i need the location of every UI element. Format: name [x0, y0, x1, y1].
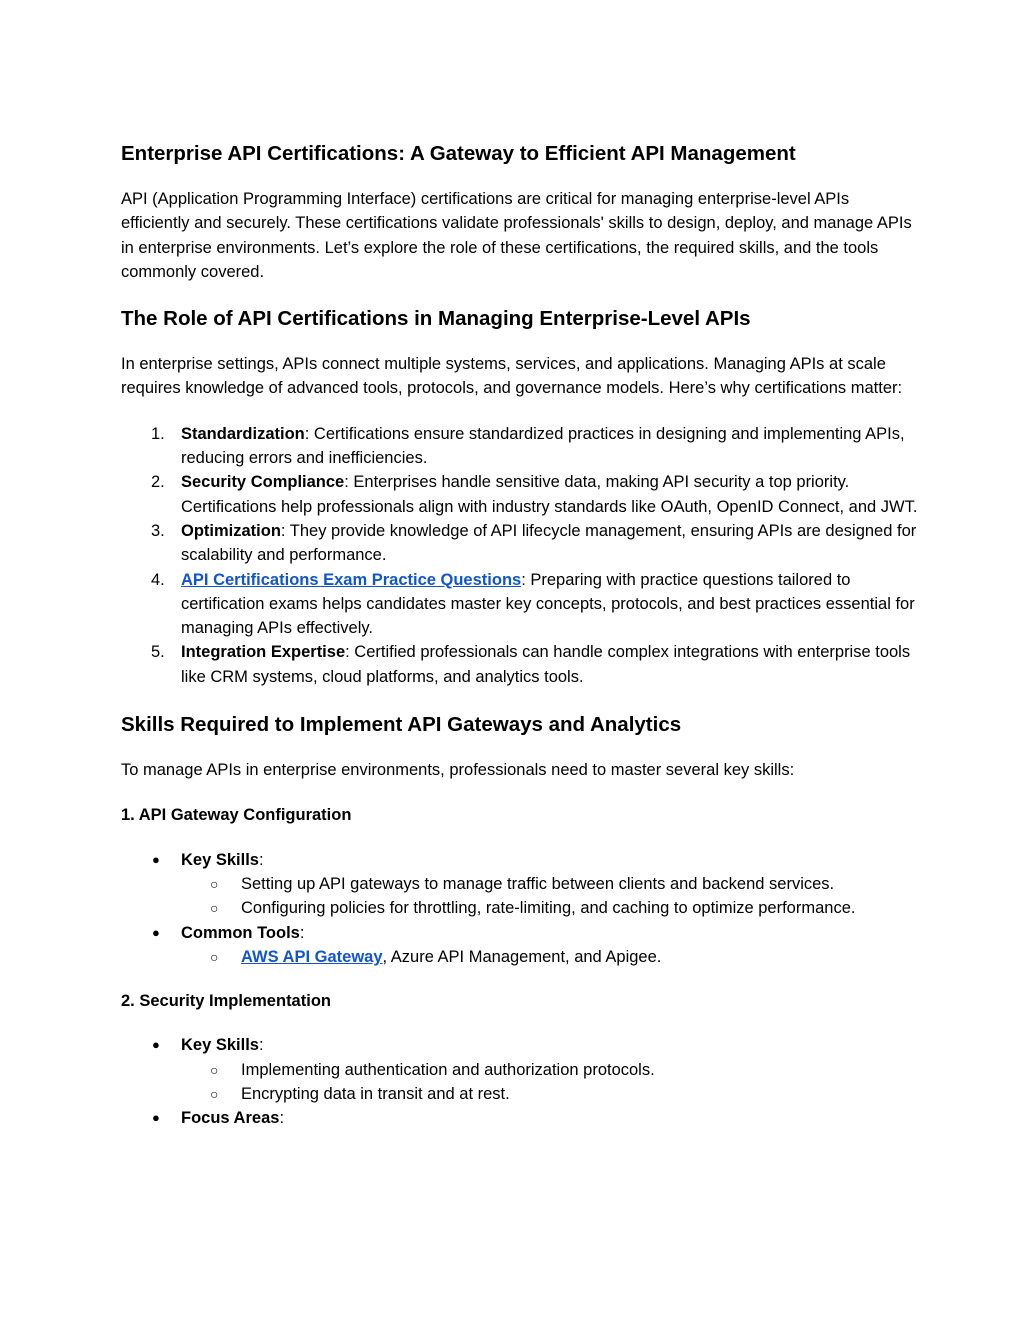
sub-bullet-icon: ○	[210, 948, 219, 965]
list-item	[121, 519, 921, 568]
sub-bullet-icon: ○	[210, 900, 219, 917]
sublist-item-text: Setting up API gateways to manage traffic between clients and backend services.	[241, 874, 835, 893]
list-item	[121, 640, 921, 689]
list-item-term: Security Compliance	[181, 473, 345, 492]
security-bullet-list	[121, 1033, 921, 1130]
list-item	[121, 422, 921, 471]
gateway-bullet-list	[121, 848, 921, 969]
role-section-paragraph: In enterprise settings, APIs connect multiple systems, services, and applications. Managing APIs at scale requires knowledge of advanced tools, protocols, and governance models. Here’s why certifications matter:	[121, 355, 903, 398]
sublist-item	[181, 872, 921, 896]
list-item-term: Optimization	[181, 521, 281, 540]
security-subheading: 2. Security Implementation	[121, 992, 331, 1011]
colon: :	[258, 850, 264, 869]
sublist-item	[181, 1082, 921, 1106]
colon: :	[258, 1036, 264, 1055]
list-number: 2.	[151, 473, 165, 492]
bullet-icon: ●	[152, 924, 160, 940]
role-list	[121, 422, 921, 689]
list-item-text: : Preparing with practice questions tailored to certification exams helps candidates master key concepts, protocols, and best practices essential for managing APIs effectively.	[181, 570, 915, 638]
list-item-text: : Certifications ensure standardized practices in designing and implementing APIs, reducing errors and inefficiencies.	[181, 424, 905, 468]
document-page	[121, 140, 921, 1151]
bullet-icon: ●	[152, 1110, 160, 1126]
sublist-item-text: , Azure API Management, and Apigee.	[382, 947, 662, 966]
sublist-item	[181, 1058, 921, 1082]
sublist-item-text: Encrypting data in transit and at rest.	[241, 1085, 510, 1104]
list-item-term: Standardization	[181, 424, 305, 443]
list-number: 4.	[151, 570, 165, 589]
intro-paragraph: API (Application Programming Interface) certifications are critical for managing enterprise-level APIs efficiently and securely. These certifications validate professionals' skills to design, deploy, and manage APIs in enterprise environments. Let’s explore the role of these certifications, the required skills, and the tools commonly covered.	[121, 190, 912, 281]
list-item-text: : They provide knowledge of API lifecycle management, ensuring APIs are designed for scalability and performance.	[181, 521, 917, 565]
key-skills-sublist	[181, 872, 921, 921]
sublist-item-text: Configuring policies for throttling, rate-limiting, and caching to optimize performance.	[241, 899, 856, 918]
list-item	[121, 921, 921, 970]
sublist-item	[181, 945, 921, 969]
tools-sublist	[181, 945, 921, 969]
sublist-item	[181, 896, 921, 920]
list-item	[121, 1106, 921, 1130]
key-skills-label: Key Skills	[181, 850, 259, 869]
document-title: Enterprise API Certifications: A Gateway to Efficient API Management	[121, 142, 796, 165]
list-item-text: : Certified professionals can handle complex integrations with enterprise tools like CRM systems, cloud platforms, and analytics tools.	[181, 643, 911, 686]
sub-bullet-icon: ○	[210, 1061, 219, 1078]
aws-api-gateway-link[interactable]: AWS API Gateway	[241, 947, 383, 966]
focus-areas-label: Focus Areas	[181, 1109, 280, 1128]
sub-bullet-icon: ○	[210, 875, 219, 892]
common-tools-label: Common Tools	[181, 923, 300, 942]
key-skills-label: Key Skills	[181, 1036, 259, 1055]
skills-section-paragraph: To manage APIs in enterprise environments, professionals need to master several key skills:	[121, 761, 795, 780]
colon: :	[279, 1109, 285, 1128]
sublist-item-text: Implementing authentication and authorization protocols.	[241, 1060, 655, 1079]
list-item-term: Integration Expertise	[181, 643, 346, 662]
colon: :	[299, 923, 305, 942]
list-item	[121, 848, 921, 921]
list-item	[121, 568, 921, 641]
sub-bullet-icon: ○	[210, 1086, 219, 1103]
list-item	[121, 1033, 921, 1106]
list-item-text: : Enterprises handle sensitive data, making API security a top priority. Certifications help professionals align with industry standards like OAuth, OpenID Connect, and JWT.	[181, 473, 918, 516]
key-skills-sublist	[181, 1058, 921, 1107]
skills-section-heading: Skills Required to Implement API Gateways and Analytics	[121, 713, 682, 737]
bullet-icon: ●	[152, 1037, 160, 1053]
practice-questions-link[interactable]: API Certifications Exam Practice Questions	[181, 570, 522, 589]
role-section-heading: The Role of API Certifications in Managing Enterprise-Level APIs	[121, 307, 751, 331]
list-number: 3.	[151, 521, 165, 540]
bullet-icon: ●	[152, 851, 160, 867]
list-number: 5.	[151, 643, 165, 662]
gateway-subheading: 1. API Gateway Configuration	[121, 806, 352, 825]
list-number: 1.	[151, 424, 165, 443]
list-item	[121, 470, 921, 519]
